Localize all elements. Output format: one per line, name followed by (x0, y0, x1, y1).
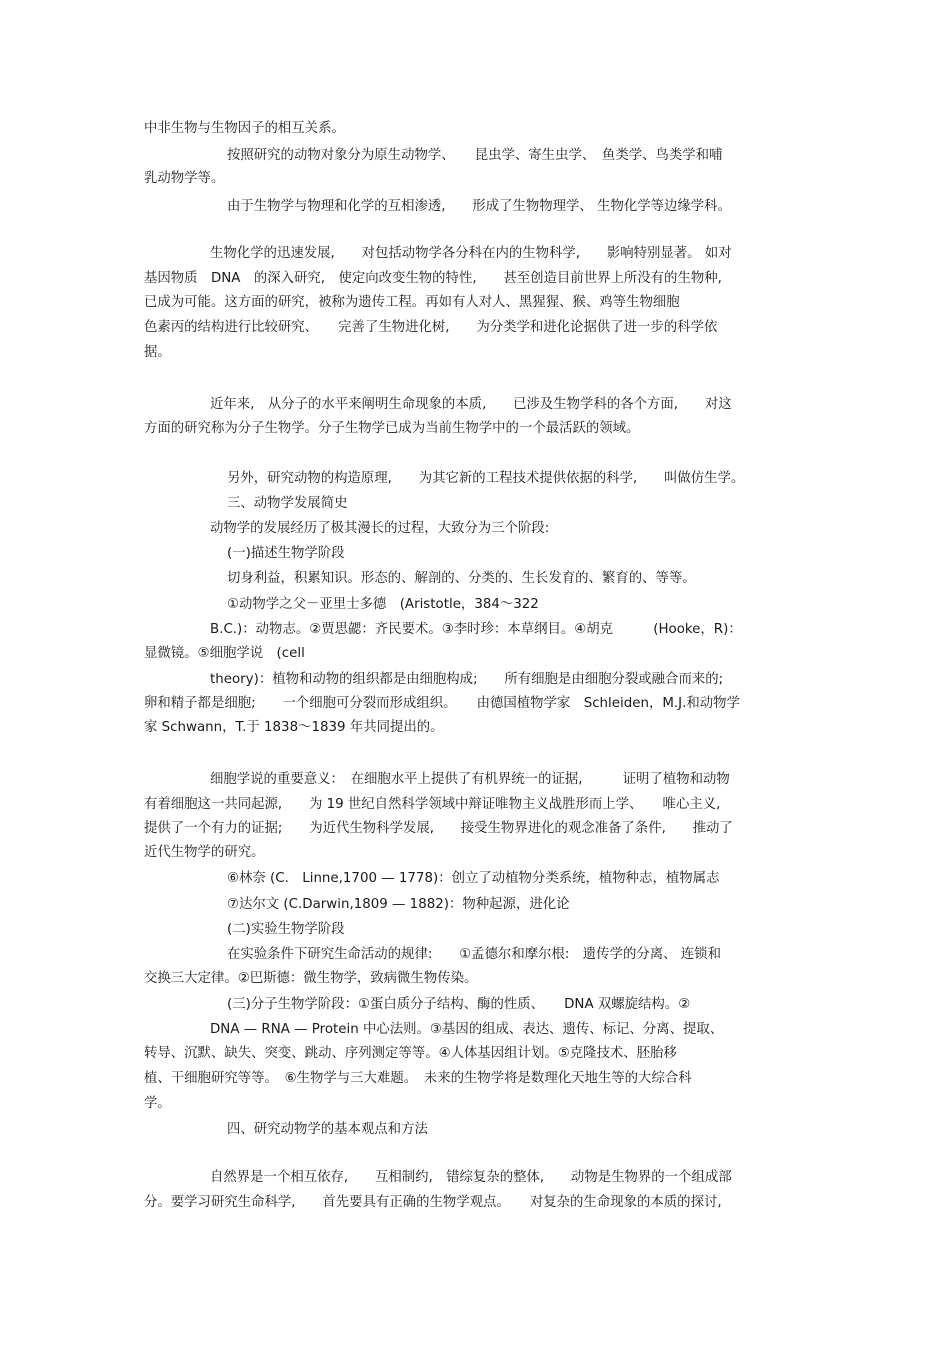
text-line: 据。 (144, 345, 171, 360)
text-line: 近代生物学的研究。 (144, 845, 265, 860)
text-line: 交换三大定律。②巴斯德：微生物学，致病微生物传染。 (144, 971, 478, 986)
text-line: ①动物学之父－亚里士多德 (Aristotle，384～322 (227, 597, 539, 612)
text-line: ⑥林奈 (C. Linne,1700 — 1778)：创立了动植物分类系统，植物种志，植物属志 (227, 871, 720, 886)
subsection-heading: (三)分子生物学阶段：①蛋白质分子结构、酶的性质、 DNA 双螺旋结构。② (227, 997, 691, 1012)
text-line: 近年来, 从分子的水平来阐明生命现象的本质, 已涉及生物学科的各个方面, 对这 (210, 397, 732, 412)
text-line: 提供了一个有力的证据; 为近代生物科学发展, 接受生物界进化的观念准备了条件, 推动了 (144, 821, 733, 836)
subsection-heading: (一)描述生物学阶段 (227, 546, 345, 561)
text-line: 色素丙的结构进行比较研究、 完善了生物进化树, 为分类学和进化论据供了进一步的科学依 (144, 320, 718, 335)
text-line: 另外，研究动物的构造原理, 为其它新的工程技术提供依据的科学, 叫做仿生学。 (227, 471, 745, 486)
text-line: 方面的研究称为分子生物学。分子生物学已成为当前生物学中的一个最活跃的领域。 (144, 421, 640, 436)
section-heading: 三、动物学发展简史 (227, 496, 348, 511)
text-line: DNA — RNA — Protein 中心法则。③基因的组成、表达、遗传、标记、分离、提取、 (210, 1022, 724, 1037)
text-line: ⑦达尔文 (C.Darwin,1809 — 1882)：物种起源，进化论 (227, 897, 570, 912)
text-line: 自然界是一个相互依存, 互相制约, 错综复杂的整体, 动物是生物界的一个组成部 (210, 1170, 732, 1185)
text-line: 植、干细胞研究等等。 ⑥生物学与三大难题。 未来的生物学将是数理化天地生等的大综合科 (144, 1071, 692, 1086)
text-line: 家 Schwann，T.于 1838～1839 年共同提出的。 (144, 720, 444, 735)
text-line: 转导、沉默、缺失、突变、跳动、序列测定等等。④人体基因组计划。⑤克隆技术、胚胎移 (144, 1046, 677, 1061)
text-line: 已成为可能。这方面的研究，被称为遗传工程。再如有人对人、黑猩猩、猴、鸡等生物细胞 (144, 295, 680, 310)
text-line: 细胞学说的重要意义： 在细胞水平上提供了有机界统一的证据, 证明了植物和动物 (210, 772, 730, 787)
text-line: 分。要学习研究生命科学, 首先要具有正确的生物学观点。 对复杂的生命现象的本质的探讨, (144, 1195, 722, 1210)
text-line: 卵和精子都是细胞; 一个细胞可分裂而形成组织。 由德国植物学家 Schleiden，M.J.和动物学 (144, 696, 740, 711)
text-line: 有着细胞这一共同起源, 为 19 世纪自然科学领域中辩证唯物主义战胜形而上学、 唯心主义, (144, 797, 721, 812)
text-line: 基因物质 DNA 的深入研究, 使定向改变生物的特性, 甚至创造目前世界上所没有的生物种, (144, 271, 722, 286)
text-line: 由于生物学与物理和化学的互相渗透, 形成了生物物理学、 生物化学等边缘学科。 (227, 199, 731, 214)
text-line: theory)：植物和动物的组织都是由细胞构成; 所有细胞是由细胞分裂或融合而来的; (210, 672, 724, 687)
text-line: 生物化学的迅速发展, 对包括动物学各分科在内的生物科学, 影响特别显著。 如对 (210, 246, 732, 261)
text-line: 动物学的发展经历了极其漫长的过程，大致分为三个阶段: (210, 521, 550, 536)
text-line: 在实验条件下研究生命活动的规律: ①孟德尔和摩尔根: 遗传学的分离、 连锁和 (227, 947, 721, 962)
text-line: 学。 (144, 1096, 171, 1111)
text-line: 按照研究的动物对象分为原生动物学、 昆虫学、寄生虫学、 鱼类学、鸟类学和哺 (227, 148, 723, 163)
text-line: 中非生物与生物因子的相互关系。 (144, 121, 345, 136)
text-line: 切身利益，积累知识。形态的、解剖的、分类的、生长发育的、繁育的、等等。 (227, 571, 696, 586)
section-heading: 四、研究动物学的基本观点和方法 (227, 1122, 428, 1137)
text-line: 乳动物学等。 (144, 171, 225, 186)
text-line: 显微镜。⑤细胞学说 (cell (144, 646, 305, 661)
subsection-heading: (二)实验生物学阶段 (227, 922, 345, 937)
text-line: B.C.)：动物志。②贾思勰：齐民要术。③李时珍：本草纲目。④胡克 (Hooke，R)： (210, 622, 742, 637)
